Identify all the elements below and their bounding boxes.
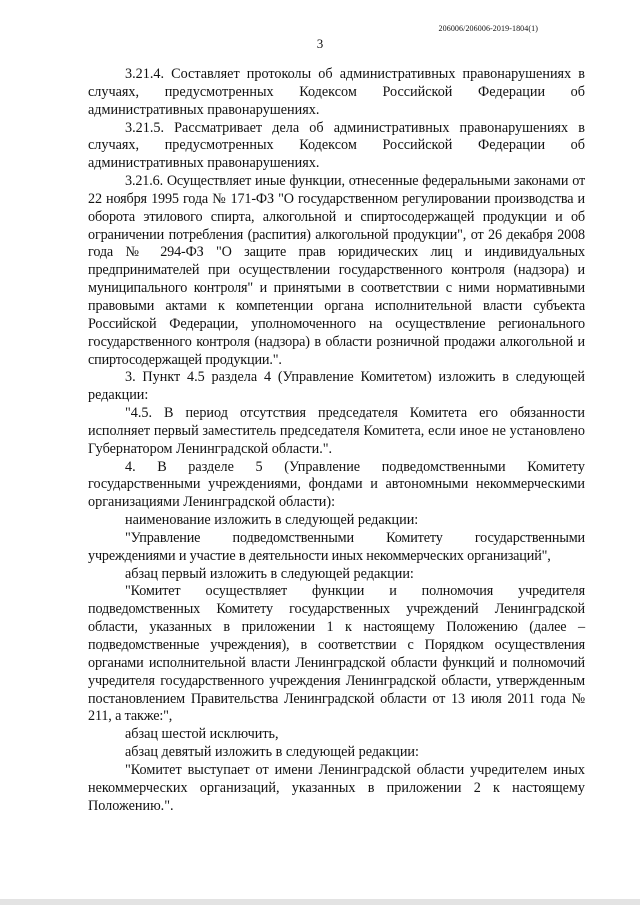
document-body xyxy=(88,66,585,815)
document-id: 206006/206006-2019-1804(1) xyxy=(438,24,538,33)
paragraph-ninth-abzac-text: "Комитет выступает от имени Ленинградской области учредителем иных некоммерческих организаций, указанных в приложении 2 к настоящему Положению.". xyxy=(88,761,585,814)
paragraph-3-21-5: 3.21.5. Рассматривает дела об административных правонарушениях в случаях, предусмотренных Кодексом Российской Федерации об административных правонарушениях. xyxy=(88,119,585,172)
paragraph-3-21-6: 3.21.6. Осуществляет иные функции, отнесенные федеральными законами от 22 ноября 1995 года № 171-ФЗ "О государственном регулировании производства и оборота этилового спирта, алкогольной и спиртосодержащей продукции и об ограничении потребления (распития) алкогольной продукции", от 26 декабря 2008 года № 294-ФЗ "О защите прав юридических лиц и индивидуальных предпринимателей при осуществлении государственного контроля (надзора) и муниципального контроля" и принятыми в соответствии с ними нормативными правовыми актами к компетенции органа исполнительной власти субъекта Российской Федерации, уполномоченного на осуществление регионального государственного контроля (надзора) в области розничной продажи алкогольной и спиртосодержащей продукции.". xyxy=(88,173,585,368)
paragraph-first-abzac-text: "Комитет осуществляет функции и полномочия учредителя подведомственных Комитету государственных учреждений Ленинградской области, указанных в приложении 1 к настоящему Положению (далее – подведомственные учреждения), в соответствии с Порядком осуществления органами исполнительной власти Ленинградской области функций и полномочий учредителя государственного учреждения Ленинградской области, утвержденным постановлением Правительства Ленинградской области от 13 июля 2011 года № 211, а также:", xyxy=(88,583,585,725)
paragraph-3-21-4: 3.21.4. Составляет протоколы об административных правонарушениях в случаях, предусмотренных Кодексом Российской Федерации об административных правонарушениях. xyxy=(88,66,585,118)
paragraph-item-3: 3. Пункт 4.5 раздела 4 (Управление Комитетом) изложить в следующей редакции: xyxy=(88,369,585,404)
paragraph-title-instruction: наименование изложить в следующей редакции: xyxy=(125,512,419,529)
scan-bottom-edge xyxy=(0,899,640,905)
page-number: 3 xyxy=(316,36,324,51)
paragraph-4-5-text: "4.5. В период отсутствия председателя Комитета его обязанности исполняет первый заместитель председателя Комитета, если иное не установлено Губернатором Ленинградской области.". xyxy=(88,405,585,457)
paragraph-sixth-abzac: абзац шестой исключить, xyxy=(125,726,279,743)
paragraph-first-abzac-instruction: абзац первый изложить в следующей редакции: xyxy=(125,565,414,582)
paragraph-ninth-abzac-instruction: абзац девятый изложить в следующей редакции: xyxy=(125,744,419,761)
paragraph-new-title: "Управление подведомственными Комитету государственными учреждениями и участие в деятельности иных некоммерческих организаций", xyxy=(88,529,585,564)
paragraph-item-4: 4. В разделе 5 (Управление подведомственными Комитету государственными учреждениями, фондами и автономными некоммерческими организациями Ленинградской области): xyxy=(88,458,585,511)
